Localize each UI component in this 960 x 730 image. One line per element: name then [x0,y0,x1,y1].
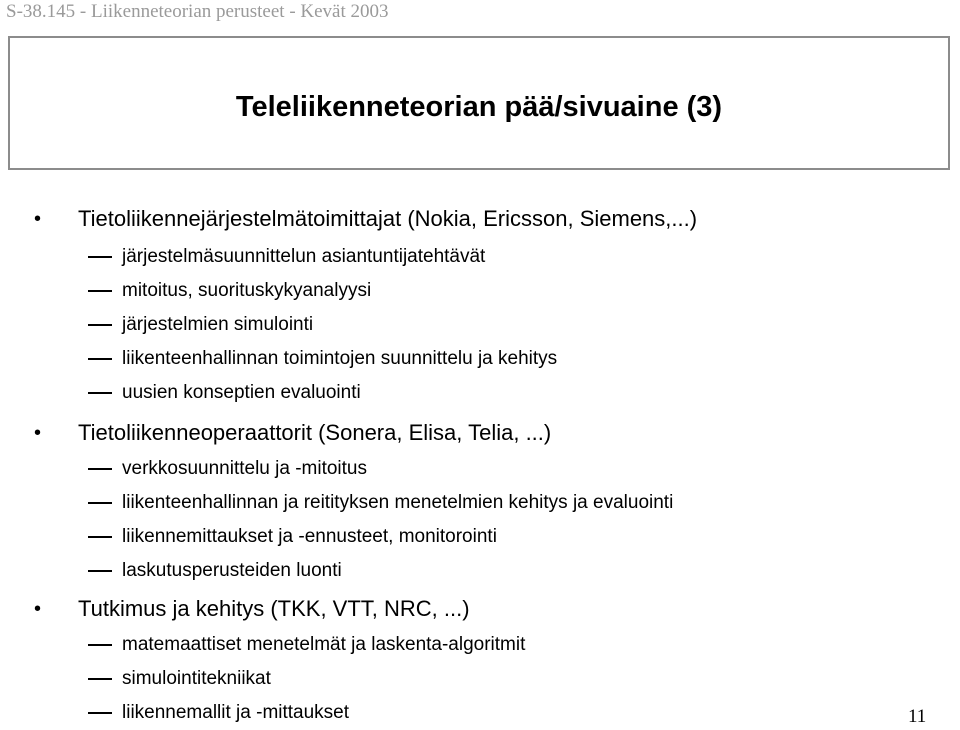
dash-marker [88,468,112,470]
dash-marker [88,392,112,394]
course-header: S-38.145 - Liikenneteorian perusteet - Kevät 2003 [6,1,389,22]
title-box [8,36,950,170]
sub-item [88,244,928,270]
sub-item-text: liikenteenhallinnan ja reitityksen menetelmien kehitys ja evaluointi [122,492,674,513]
sub-item-text: mitoitus, suorituskykyanalyysi [122,280,372,301]
sub-item-text: liikenteenhallinnan toimintojen suunnittelu ja kehitys [122,348,558,369]
sub-item-text: simulointitekniikat [122,668,271,689]
dash-marker [88,324,112,326]
dash-marker [88,570,112,572]
bullet-item [34,420,934,446]
sub-item-text: laskutusperusteiden luonti [122,560,342,581]
bullet-text: Tietoliikenneoperaattorit (Sonera, Elisa, Telia, ...) [78,420,552,445]
sub-item [88,278,928,304]
sub-item [88,558,928,584]
dash-marker [88,712,112,714]
sub-item [88,666,928,692]
dash-marker [88,678,112,680]
bullet-marker: • [34,422,42,444]
sub-item-text: matemaattiset menetelmät ja laskenta-algoritmit [122,634,526,655]
bullet-marker: • [34,208,42,230]
sub-item-text: liikennemittaukset ja -ennusteet, monitorointi [122,526,497,547]
sub-item [88,632,928,658]
dash-marker [88,644,112,646]
sub-item [88,456,928,482]
dash-marker [88,536,112,538]
sub-item-text: liikennemallit ja -mittaukset [122,702,350,723]
dash-marker [88,502,112,504]
slide-title: Teleliikenneteorian pää/sivuaine (3) [235,91,723,123]
dash-marker [88,290,112,292]
bullet-text: Tutkimus ja kehitys (TKK, VTT, NRC, ...) [78,596,470,621]
sub-item [88,312,928,338]
sub-item-text: järjestelmäsuunnittelun asiantuntijatehtävät [122,246,486,267]
dash-marker [88,358,112,360]
sub-item [88,346,928,372]
sub-item-text: uusien konseptien evaluointi [122,382,361,403]
bullet-item [34,206,934,232]
sub-item [88,380,928,406]
sub-item [88,700,868,726]
bullet-marker: • [34,598,42,620]
sub-item [88,490,928,516]
sub-item [88,524,928,550]
bullet-text: Tietoliikennejärjestelmätoimittajat (Nokia, Ericsson, Siemens,...) [78,206,698,231]
dash-marker [88,256,112,258]
sub-item-text: järjestelmien simulointi [122,314,314,335]
bullet-item [34,596,934,622]
page-number: 11 [908,706,927,727]
sub-item-text: verkkosuunnittelu ja -mitoitus [122,458,367,479]
